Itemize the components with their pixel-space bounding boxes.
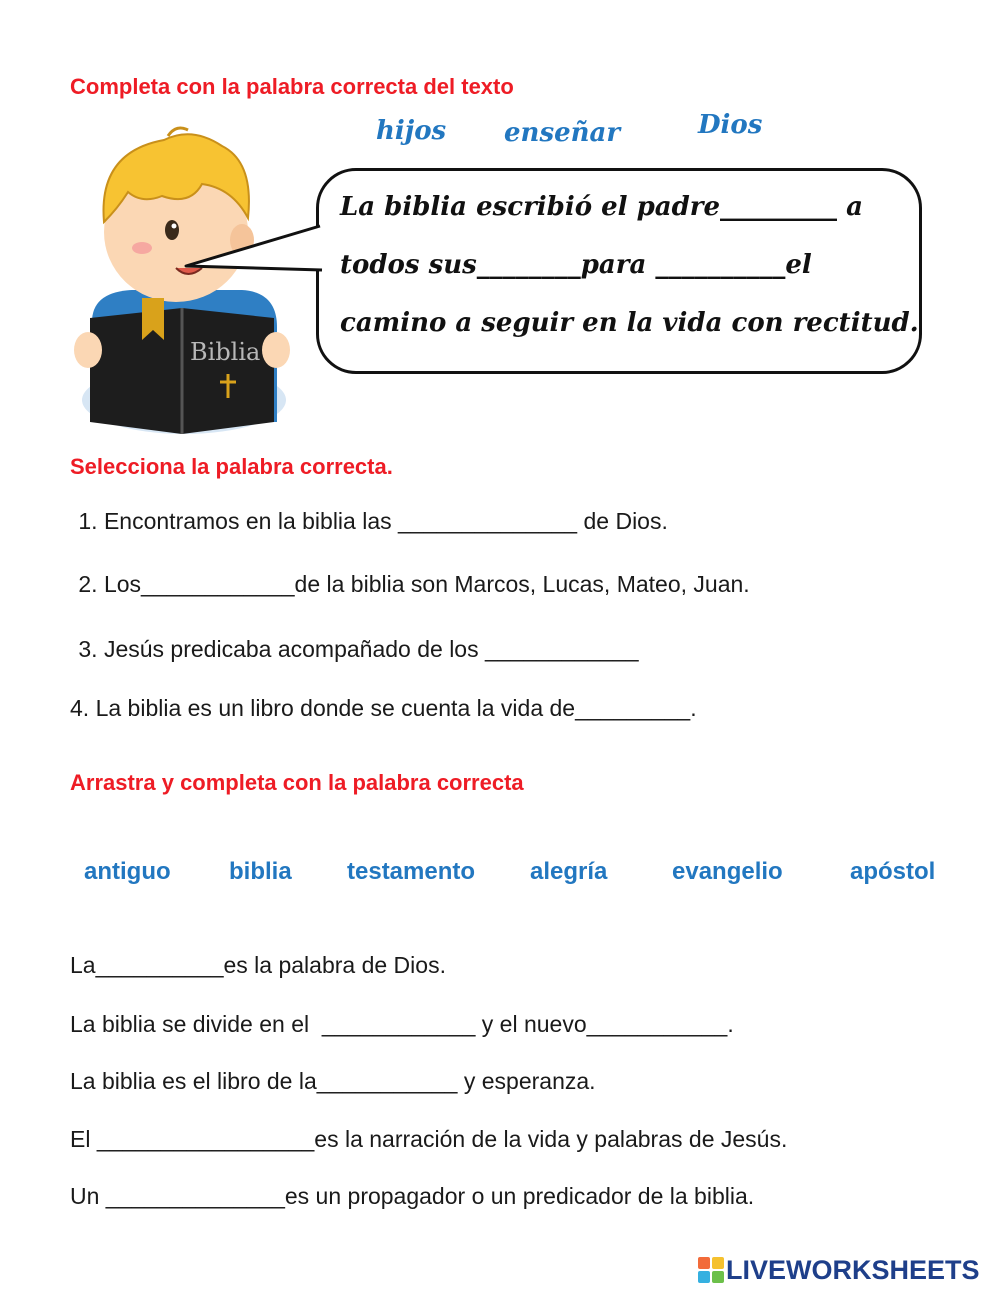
section2-heading: Selecciona la palabra correcta. <box>70 454 393 479</box>
drag-sentence-4[interactable]: El _________________es la narración de la vida y palabras de Jesús. <box>70 1126 788 1152</box>
drag-sentence-5[interactable]: Un ______________es un propagador o un predicador de la biblia. <box>70 1183 755 1209</box>
drag-word-alegria[interactable]: alegría <box>530 858 608 885</box>
drag-sentence-1[interactable]: La__________es la palabra de Dios. <box>70 952 446 978</box>
drag-word-antiguo[interactable]: antiguo <box>84 858 171 885</box>
word-bank-hijos[interactable]: hijos <box>376 116 447 146</box>
bubble-line-1[interactable]: La biblia escribió el padre_________ a <box>340 192 863 222</box>
drag-word-testamento[interactable]: testamento <box>347 858 476 885</box>
word-bank-dios[interactable]: Dios <box>698 110 763 140</box>
section1-heading: Completa con la palabra correcta del texto <box>70 74 514 99</box>
drag-sentence-2[interactable]: La biblia se divide en el ____________ y el nuevo___________. <box>70 1011 734 1037</box>
select-item-1[interactable]: 1. Encontramos en la biblia las ______________ de Dios. <box>72 508 668 534</box>
book-title-text: Biblia <box>190 338 261 366</box>
bubble-line-2[interactable]: todos sus________para __________el <box>340 250 812 280</box>
select-item-3[interactable]: 3. Jesús predicaba acompañado de los ____________ <box>72 636 639 662</box>
drag-sentence-3[interactable]: La biblia es el libro de la___________ y esperanza. <box>70 1068 596 1094</box>
boy-reading-bible-illustration <box>72 122 312 440</box>
drag-word-apostol[interactable]: apóstol <box>850 858 936 885</box>
drag-word-evangelio[interactable]: evangelio <box>672 858 783 885</box>
section3-heading: Arrastra y completa con la palabra correcta <box>70 770 524 795</box>
liveworksheets-logo[interactable] <box>698 1254 980 1286</box>
select-item-2[interactable]: 2. Los____________de la biblia son Marcos, Lucas, Mateo, Juan. <box>72 571 750 597</box>
liveworksheets-logo-icon <box>698 1257 724 1283</box>
bubble-line-3: camino a seguir en la vida con rectitud. <box>340 308 919 338</box>
word-bank-ensenar[interactable]: enseñar <box>504 118 621 148</box>
select-item-4[interactable]: 4. La biblia es un libro donde se cuenta la vida de_________. <box>70 695 697 721</box>
drag-word-biblia[interactable]: biblia <box>229 858 292 885</box>
logo-text: LIVEWORKSHEETS <box>726 1254 980 1285</box>
